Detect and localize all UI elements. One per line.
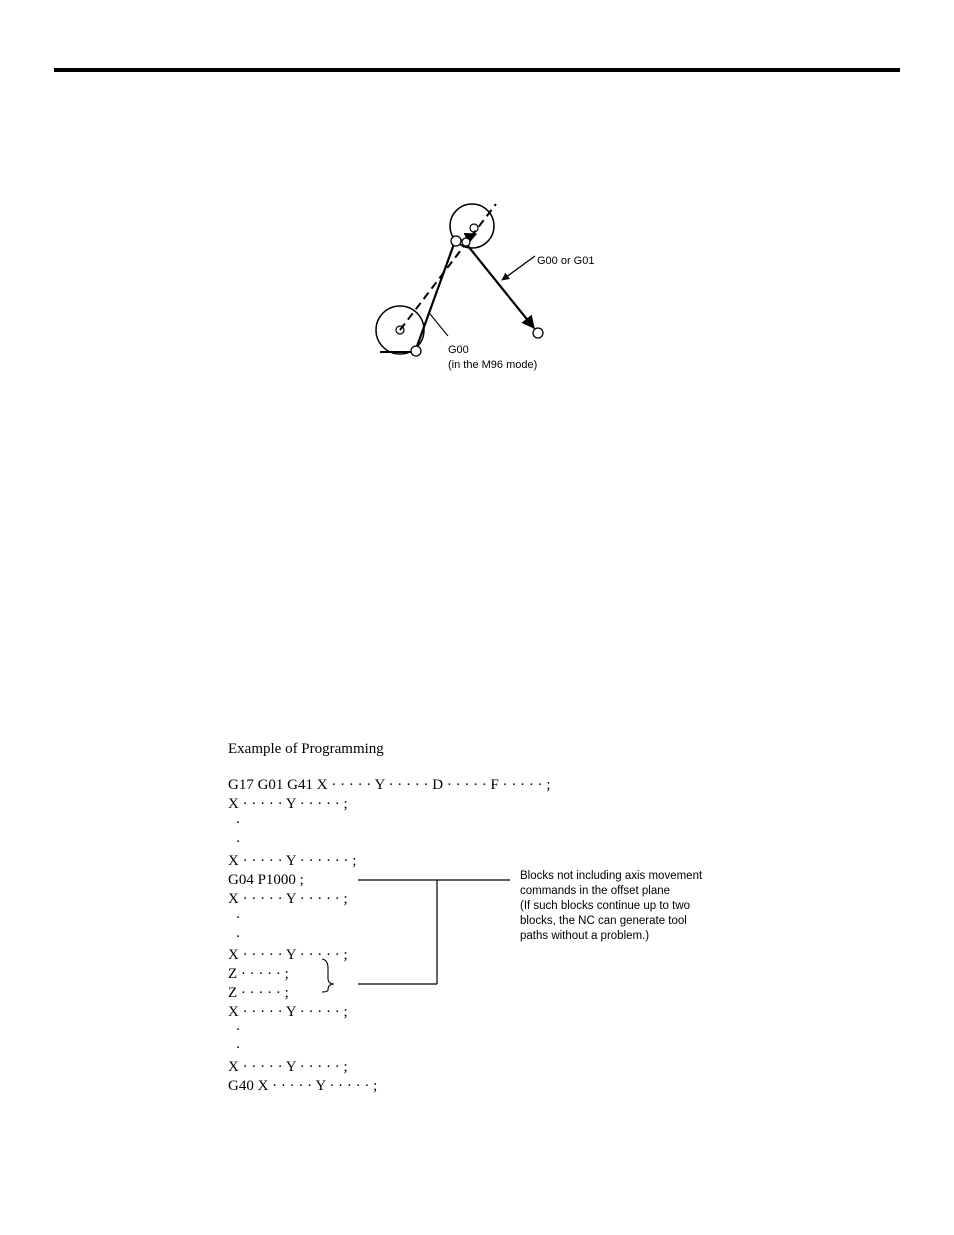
code-line: · xyxy=(228,834,241,850)
label-m96-mode: (in the M96 mode) xyxy=(448,359,538,371)
annotation-connector xyxy=(300,860,520,1000)
note-line: Blocks not including axis movement xyxy=(520,870,703,882)
code-line: · xyxy=(228,929,241,945)
note-line: commands in the offset plane xyxy=(520,885,671,897)
code-line: X · · · · · Y · · · · · ; xyxy=(228,891,348,907)
note-line: paths without a problem.) xyxy=(520,930,650,942)
blocks-note xyxy=(520,869,740,944)
code-line: G40 X · · · · · Y · · · · · ; xyxy=(228,1078,378,1094)
brace xyxy=(322,959,334,992)
code-line: · xyxy=(228,1040,241,1056)
code-line: X · · · · · Y · · · · · ; xyxy=(228,796,348,812)
note-line: blocks, the NC can generate tool xyxy=(520,915,687,927)
code-line: X · · · · · Y · · · · · ; xyxy=(228,947,348,963)
example-heading: Example of Programming xyxy=(228,741,384,757)
code-line: X · · · · · Y · · · · · ; xyxy=(228,1004,348,1020)
code-line: Z · · · · · ; xyxy=(228,985,289,1001)
code-line: X · · · · · Y · · · · · · ; xyxy=(228,853,357,869)
tool-path-diagram xyxy=(372,196,632,378)
code-line: Z · · · · · ; xyxy=(228,966,289,982)
code-line: G17 G01 G41 X · · · · · Y · · · · · D · · · · · F · · · · · ; xyxy=(228,777,551,793)
label-g00-or-g01: G00 or G01 xyxy=(537,255,595,267)
code-line: X · · · · · Y · · · · · ; xyxy=(228,1059,348,1075)
code-line: G04 P1000 ; xyxy=(228,872,304,888)
note-line: (If such blocks continue up to two xyxy=(520,900,691,912)
top-rule xyxy=(54,68,900,72)
code-line: · xyxy=(228,910,241,926)
code-line: · xyxy=(228,1022,241,1038)
code-line: · xyxy=(228,815,241,831)
label-g00: G00 xyxy=(448,344,469,356)
